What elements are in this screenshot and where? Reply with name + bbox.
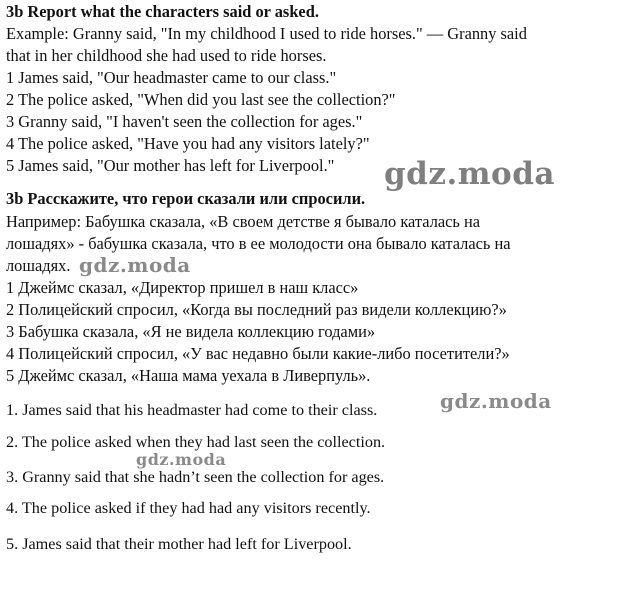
- english-example-line-2: that in her childhood she had used to ride horses.: [6, 46, 327, 65]
- watermark-inline: gdz.moda: [79, 253, 191, 277]
- russian-heading: 3b Расскажите, что герои сказали или спросили.: [6, 189, 366, 208]
- english-item-3: 3 Granny said, "I haven't seen the collection for ages.": [6, 112, 363, 131]
- english-item-1: 1 James said, "Our headmaster came to our class.": [6, 68, 337, 87]
- russian-example-line-1: Например: Бабушка сказала, «В своем детстве я бывало каталась на: [6, 212, 481, 231]
- russian-item-4: 4 Полицейский спросил, «У вас недавно были какие-либо посетители?»: [6, 344, 510, 363]
- answer-1: 1. James said that his headmaster had come to their class.: [6, 401, 378, 419]
- russian-item-2: 2 Полицейский спросил, «Когда вы последний раз видели коллекцию?»: [6, 300, 507, 319]
- english-item-2: 2 The police asked, "When did you last see the collection?": [6, 90, 396, 109]
- watermark-answer-1: gdz.moda: [440, 389, 552, 413]
- answer-2: 2. The police asked when they had last seen the collection.: [6, 433, 386, 451]
- russian-item-3: 3 Бабушка сказала, «Я не видела коллекцию годами»: [6, 322, 376, 341]
- english-item-5: 5 James said, "Our mother has left for Liverpool.": [6, 156, 335, 175]
- english-heading: 3b Report what the characters said or asked.: [6, 2, 319, 21]
- russian-example-line-2: лошадях» - бабушка сказала, что в ее молодости она бывало каталась на: [6, 234, 511, 253]
- watermark-answer-2: gdz.moda: [136, 450, 227, 469]
- russian-example-line-3: лошадях.: [6, 256, 71, 275]
- watermark-main: gdz.moda: [384, 156, 555, 192]
- answer-5: 5. James said that their mother had left for Liverpool.: [6, 535, 352, 553]
- english-example-line-1: Example: Granny said, "In my childhood I used to ride horses." — Granny said: [6, 24, 527, 43]
- answer-3: 3. Granny said that she hadn’t seen the collection for ages.: [6, 468, 385, 486]
- english-item-4: 4 The police asked, "Have you had any visitors lately?": [6, 134, 370, 153]
- russian-item-5: 5 Джеймс сказал, «Наша мама уехала в Ливерпуль».: [6, 366, 371, 385]
- answer-4: 4. The police asked if they had had any visitors recently.: [6, 499, 371, 517]
- russian-item-1: 1 Джеймс сказал, «Директор пришел в наш класс»: [6, 278, 359, 297]
